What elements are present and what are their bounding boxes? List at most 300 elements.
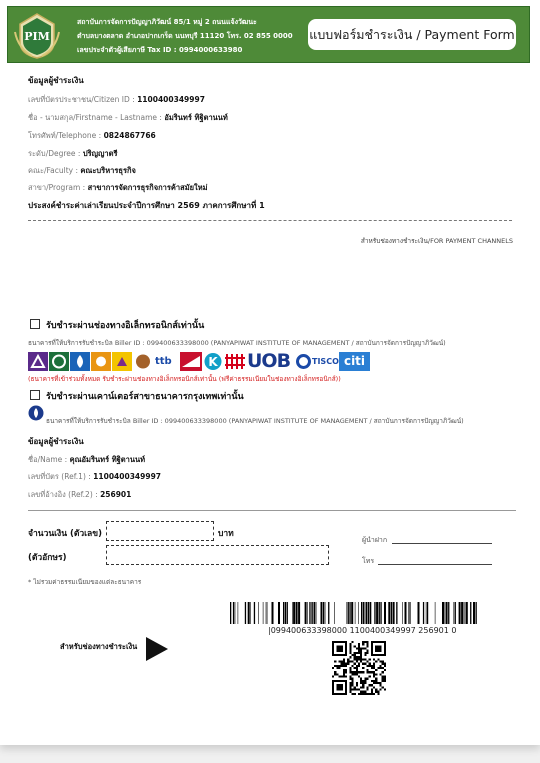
qr-module bbox=[384, 663, 386, 665]
barcode-bar bbox=[250, 602, 251, 624]
qr-module bbox=[367, 652, 369, 654]
barcode-bar bbox=[391, 602, 392, 624]
phone-row: โทรศัพท์/Telephone : 0824867766 bbox=[28, 131, 156, 140]
qr-module bbox=[384, 643, 386, 645]
qr-module bbox=[373, 665, 375, 667]
bank-logo-icon bbox=[28, 352, 48, 371]
qr-module bbox=[334, 671, 336, 673]
section-divider bbox=[28, 510, 516, 511]
qr-module bbox=[334, 680, 336, 682]
barcode-bar bbox=[235, 602, 236, 624]
qr-module bbox=[341, 680, 343, 682]
degree-row: ระดับ/Degree : ปริญญาตรี bbox=[28, 149, 118, 158]
qr-module bbox=[371, 691, 373, 693]
citizen-id-row: เลขที่บัตรประชาชน/Citizen ID : 1100400349997 bbox=[28, 95, 205, 104]
qr-module bbox=[360, 691, 362, 693]
barcode-bar bbox=[267, 602, 268, 624]
degree-value: ปริญญาตรี bbox=[82, 149, 118, 158]
name-value: อัมรินทร์ ทิฐิตานนท์ bbox=[164, 113, 228, 122]
barcode-bar bbox=[426, 602, 427, 624]
qr-module bbox=[343, 693, 345, 695]
barcode-bar bbox=[374, 602, 375, 624]
qr-module bbox=[341, 665, 343, 667]
name-row: ชื่อ - นามสกุล/Firstname - Lastname : อัมรินทร์ ทิฐิตานนท์ bbox=[28, 113, 228, 122]
qr-module bbox=[345, 663, 347, 665]
barcode-bar bbox=[351, 602, 353, 624]
qr-module bbox=[354, 671, 356, 673]
qr-module bbox=[360, 650, 362, 652]
barcode-bar bbox=[388, 602, 390, 624]
qr-module bbox=[343, 669, 345, 671]
qr-module bbox=[351, 641, 353, 643]
qr-module bbox=[356, 682, 358, 684]
depositor-phone-line[interactable] bbox=[378, 564, 492, 565]
qr-module bbox=[347, 660, 349, 662]
qr-module bbox=[349, 689, 351, 691]
barcode-bar bbox=[233, 602, 234, 624]
qr-module bbox=[349, 645, 351, 647]
electronic-checkbox[interactable] bbox=[30, 319, 40, 329]
barcode-bar bbox=[365, 602, 366, 624]
qr-module bbox=[384, 641, 386, 643]
barcode-bar bbox=[328, 602, 329, 624]
qr-module bbox=[364, 678, 366, 680]
bank-logo-icon bbox=[70, 352, 90, 371]
payment-barcode bbox=[230, 602, 480, 624]
svg-text:K: K bbox=[208, 355, 218, 369]
qr-module bbox=[338, 693, 340, 695]
qr-module bbox=[358, 693, 360, 695]
qr-module bbox=[343, 680, 345, 682]
qr-module bbox=[382, 660, 384, 662]
qr-module bbox=[345, 680, 347, 682]
qr-module bbox=[382, 676, 384, 678]
qr-module bbox=[371, 671, 373, 673]
qr-module bbox=[373, 654, 375, 656]
qr-module bbox=[349, 678, 351, 680]
qr-module bbox=[367, 678, 369, 680]
tax-id-line: เลขประจำตัวผู้เสียภาษี Tax ID : 0994000633980 bbox=[77, 46, 243, 54]
counter-name-row: ชื่อ/Name : คุณอัมรินทร์ ทิฐิตานนท์ bbox=[28, 455, 146, 464]
faculty-value: คณะบริหารธุรกิจ bbox=[80, 166, 136, 175]
qr-module bbox=[338, 650, 340, 652]
barcode-bar bbox=[455, 602, 456, 624]
qr-module bbox=[371, 693, 373, 695]
qr-module bbox=[367, 686, 369, 688]
qr-module bbox=[349, 676, 351, 678]
qr-module bbox=[347, 658, 349, 660]
qr-module bbox=[349, 691, 351, 693]
qr-module bbox=[380, 641, 382, 643]
qr-module bbox=[362, 647, 364, 649]
qr-module bbox=[354, 645, 356, 647]
qr-module bbox=[371, 650, 373, 652]
bank-logo-icon bbox=[224, 352, 246, 371]
qr-module bbox=[373, 673, 375, 675]
barcode-bar bbox=[370, 602, 371, 624]
qr-module bbox=[341, 654, 343, 656]
barcode-bar bbox=[305, 602, 307, 624]
qr-module bbox=[349, 650, 351, 652]
barcode-bar bbox=[293, 602, 295, 624]
qr-module bbox=[345, 686, 347, 688]
barcode-bar bbox=[410, 602, 411, 624]
bank-logo-icon bbox=[296, 352, 311, 371]
qr-module bbox=[332, 652, 334, 654]
qr-module bbox=[334, 654, 336, 656]
depositor-signature-line[interactable] bbox=[392, 543, 492, 544]
qr-module bbox=[377, 691, 379, 693]
qr-module bbox=[345, 652, 347, 654]
barcode-bar bbox=[323, 602, 324, 624]
qr-module bbox=[332, 680, 334, 682]
qr-module bbox=[371, 641, 373, 643]
qr-module bbox=[380, 682, 382, 684]
qr-module bbox=[338, 660, 340, 662]
qr-module bbox=[369, 663, 371, 665]
qr-module bbox=[332, 650, 334, 652]
counter-section-title: ข้อมูลผู้ชำระเงิน bbox=[28, 437, 84, 446]
qr-module bbox=[384, 678, 386, 680]
qr-module bbox=[343, 671, 345, 673]
qr-module bbox=[356, 671, 358, 673]
qr-module bbox=[375, 650, 377, 652]
qr-module bbox=[336, 645, 338, 647]
barcode-bar bbox=[470, 602, 471, 624]
qr-module bbox=[349, 684, 351, 686]
electronic-biller-line: ธนาคารที่ให้บริการรับชำระบิล Biller ID : 099400633398000 (PANYAPIWAT INSTITUTE OF MANAGEMENT / สถาบันการจัดการปัญญาภิวัฒน์) bbox=[28, 339, 446, 347]
qr-module bbox=[336, 654, 338, 656]
qr-module bbox=[375, 680, 377, 682]
institute-address bbox=[77, 15, 293, 57]
qr-module bbox=[369, 676, 371, 678]
qr-module bbox=[380, 667, 382, 669]
qr-module bbox=[332, 647, 334, 649]
bank-logo-icon bbox=[49, 352, 69, 371]
qr-module bbox=[338, 647, 340, 649]
qr-module bbox=[336, 647, 338, 649]
qr-module bbox=[336, 680, 338, 682]
qr-module bbox=[338, 686, 340, 688]
qr-module bbox=[343, 665, 345, 667]
barcode-bar bbox=[314, 602, 315, 624]
qr-module bbox=[384, 689, 386, 691]
barcode-text: |099400633398000 1100400349997 256901 0 bbox=[268, 626, 457, 635]
qr-module bbox=[351, 673, 353, 675]
qr-module bbox=[371, 654, 373, 656]
qr-module bbox=[336, 689, 338, 691]
qr-module bbox=[360, 658, 362, 660]
qr-module bbox=[354, 686, 356, 688]
qr-module bbox=[371, 647, 373, 649]
qr-module bbox=[375, 645, 377, 647]
bank-logo-icon bbox=[133, 352, 153, 371]
qr-module bbox=[345, 689, 347, 691]
qr-module bbox=[371, 684, 373, 686]
counter-biller-line: ธนาคารที่ให้บริการรับชำระบิล Biller ID : 099400633398000 (PANYAPIWAT INSTITUTE OF MANAGEMENT / สถาบันการจัดการปัญญาภิวัฒน์) bbox=[46, 417, 464, 425]
ref1-value: 1100400349997 bbox=[93, 472, 162, 481]
ref2-row: เลขที่อ้างอิง (Ref.2) : 256901 bbox=[28, 490, 132, 499]
qr-module bbox=[380, 645, 382, 647]
qr-module bbox=[356, 658, 358, 660]
qr-module bbox=[354, 667, 356, 669]
qr-module bbox=[377, 650, 379, 652]
qr-module bbox=[373, 693, 375, 695]
qr-module bbox=[345, 654, 347, 656]
qr-module bbox=[384, 654, 386, 656]
qr-module bbox=[358, 650, 360, 652]
qr-module bbox=[343, 673, 345, 675]
amount-text-input[interactable] bbox=[106, 545, 329, 565]
phone-value: 0824867766 bbox=[103, 131, 156, 140]
barcode-bar bbox=[292, 602, 293, 624]
qr-module bbox=[356, 667, 358, 669]
barcode-bar bbox=[266, 602, 267, 624]
qr-module bbox=[369, 693, 371, 695]
cut-line bbox=[28, 220, 512, 221]
uob-logo: UOB bbox=[247, 350, 291, 372]
barcode-bar bbox=[272, 602, 274, 624]
qr-module bbox=[375, 682, 377, 684]
ttb-logo: ttb bbox=[155, 356, 172, 367]
qr-module bbox=[338, 654, 340, 656]
qr-module bbox=[338, 680, 340, 682]
qr-module bbox=[354, 673, 356, 675]
barcode-bar bbox=[355, 602, 356, 624]
barcode-bar bbox=[312, 602, 313, 624]
payment-purpose: ประสงค์ชำระค่าเล่าเรียนประจำปีการศึกษา 2569 ภาคการศึกษาที่ 1 bbox=[28, 201, 265, 210]
qr-module bbox=[373, 658, 375, 660]
program-row: สาขา/Program : สาขาการจัดการธุรกิจการค้าสมัยใหม่ bbox=[28, 183, 208, 192]
qr-module bbox=[367, 641, 369, 643]
qr-module bbox=[343, 660, 345, 662]
qr-module bbox=[336, 693, 338, 695]
barcode-bar bbox=[446, 602, 448, 624]
qr-module bbox=[349, 647, 351, 649]
barcode-bar bbox=[347, 602, 348, 624]
barcode-bar bbox=[283, 602, 284, 624]
qr-module bbox=[341, 693, 343, 695]
barcode-bar bbox=[321, 602, 323, 624]
bangkok-bank-icon bbox=[28, 405, 44, 421]
barcode-bar bbox=[454, 602, 455, 624]
qr-module bbox=[360, 686, 362, 688]
qr-module bbox=[341, 647, 343, 649]
qr-module bbox=[377, 641, 379, 643]
qr-module bbox=[356, 647, 358, 649]
qr-module bbox=[373, 680, 375, 682]
qr-module bbox=[332, 686, 334, 688]
citi-logo: citi bbox=[339, 352, 370, 371]
barcode-bar bbox=[325, 602, 326, 624]
ref1-row: เลขที่บัตร (Ref.1) : 1100400349997 bbox=[28, 472, 162, 481]
qr-module bbox=[336, 665, 338, 667]
qr-module bbox=[367, 665, 369, 667]
qr-module bbox=[341, 686, 343, 688]
qr-module bbox=[345, 643, 347, 645]
qr-module bbox=[351, 682, 353, 684]
barcode-bar bbox=[418, 602, 420, 624]
program-value: สาขาการจัดการธุรกิจการค้าสมัยใหม่ bbox=[87, 183, 208, 192]
qr-module bbox=[364, 658, 366, 660]
qr-module bbox=[362, 641, 364, 643]
barcode-bar bbox=[442, 602, 444, 624]
barcode-bar bbox=[473, 602, 475, 624]
qr-module bbox=[382, 678, 384, 680]
barcode-bar bbox=[384, 602, 386, 624]
qr-module bbox=[358, 645, 360, 647]
qr-module bbox=[332, 641, 334, 643]
qr-module bbox=[362, 663, 364, 665]
qr-module bbox=[354, 693, 356, 695]
qr-module bbox=[360, 652, 362, 654]
barcode-bar bbox=[307, 602, 308, 624]
barcode-bar bbox=[435, 602, 436, 624]
qr-module bbox=[345, 669, 347, 671]
qr-module bbox=[338, 665, 340, 667]
qr-module bbox=[364, 654, 366, 656]
qr-module bbox=[351, 671, 353, 673]
barcode-bar bbox=[409, 602, 410, 624]
barcode-bar bbox=[427, 602, 428, 624]
barcode-bar bbox=[448, 602, 449, 624]
qr-module bbox=[373, 663, 375, 665]
qr-module bbox=[338, 689, 340, 691]
qr-module bbox=[345, 645, 347, 647]
qr-module bbox=[380, 673, 382, 675]
amount-text-label: (ตัวอักษร) bbox=[28, 553, 67, 563]
qr-module bbox=[367, 645, 369, 647]
qr-module bbox=[358, 656, 360, 658]
qr-module bbox=[332, 689, 334, 691]
qr-module bbox=[341, 663, 343, 665]
qr-module bbox=[338, 641, 340, 643]
barcode-bar bbox=[393, 602, 395, 624]
qr-module bbox=[360, 647, 362, 649]
qr-module bbox=[362, 643, 364, 645]
bank-logo-icon bbox=[180, 352, 202, 371]
qr-module bbox=[382, 680, 384, 682]
qr-module bbox=[349, 643, 351, 645]
qr-module bbox=[371, 643, 373, 645]
qr-module bbox=[349, 652, 351, 654]
qr-module bbox=[341, 684, 343, 686]
address-line-2: ตำบลบางตลาด อำเภอปากเกร็ด นนทบุรี 11120 โทร. 02 855 0000 bbox=[77, 32, 293, 40]
qr-module bbox=[334, 641, 336, 643]
qr-module bbox=[362, 658, 364, 660]
qr-module bbox=[351, 654, 353, 656]
form-title: แบบฟอร์มชำระเงิน / Payment Form bbox=[308, 19, 516, 50]
qr-module bbox=[375, 689, 377, 691]
qr-module bbox=[377, 693, 379, 695]
qr-module bbox=[360, 680, 362, 682]
qr-module bbox=[354, 658, 356, 660]
qr-module bbox=[354, 663, 356, 665]
qr-module bbox=[358, 671, 360, 673]
depositor-phone-label: โทร bbox=[362, 557, 375, 565]
barcode-bar bbox=[285, 602, 286, 624]
qr-module bbox=[369, 658, 371, 660]
barcode-bar bbox=[461, 602, 463, 624]
qr-module bbox=[364, 682, 366, 684]
tisco-logo: TISCO bbox=[312, 357, 339, 366]
counter-name-value: คุณอัมรินทร์ ทิฐิตานนท์ bbox=[69, 455, 146, 464]
qr-module bbox=[384, 680, 386, 682]
barcode-bar bbox=[316, 602, 317, 624]
qr-module bbox=[345, 676, 347, 678]
qr-module bbox=[380, 665, 382, 667]
qr-module bbox=[336, 684, 338, 686]
barcode-bar bbox=[309, 602, 310, 624]
qr-module bbox=[384, 676, 386, 678]
qr-module bbox=[380, 654, 382, 656]
barcode-bar bbox=[230, 602, 231, 624]
qr-module bbox=[341, 689, 343, 691]
qr-module bbox=[354, 652, 356, 654]
qr-module bbox=[375, 647, 377, 649]
qr-module bbox=[358, 663, 360, 665]
qr-module bbox=[364, 693, 366, 695]
barcode-bar bbox=[408, 602, 409, 624]
qr-module bbox=[358, 676, 360, 678]
qr-module bbox=[367, 671, 369, 673]
qr-module bbox=[373, 641, 375, 643]
faculty-row: คณะ/Faculty : คณะบริหารธุรกิจ bbox=[28, 166, 136, 175]
qr-module bbox=[367, 660, 369, 662]
qr-module bbox=[358, 652, 360, 654]
qr-module bbox=[336, 673, 338, 675]
barcode-bar bbox=[445, 602, 446, 624]
barcode-bar bbox=[368, 602, 370, 624]
qr-module bbox=[332, 691, 334, 693]
qr-module bbox=[360, 654, 362, 656]
qr-module bbox=[341, 676, 343, 678]
amount-numeric-input[interactable] bbox=[106, 521, 214, 541]
qr-module bbox=[369, 671, 371, 673]
amount-numeric-label: จำนวนเงิน (ตัวเลข) bbox=[28, 529, 102, 539]
qr-module bbox=[384, 652, 386, 654]
qr-module bbox=[364, 663, 366, 665]
channels-note: สำหรับช่องทางชำระเงิน/FOR PAYMENT CHANNELS bbox=[360, 237, 513, 245]
qr-module bbox=[343, 641, 345, 643]
bank-logo-icon bbox=[112, 352, 132, 371]
qr-module bbox=[332, 693, 334, 695]
address-line-1: สถาบันการจัดการปัญญาภิวัฒน์ 85/1 หมู่ 2 ถนนแจ้งวัฒนะ bbox=[77, 18, 257, 26]
qr-module bbox=[371, 680, 373, 682]
qr-module bbox=[380, 689, 382, 691]
qr-module bbox=[380, 684, 382, 686]
qr-module bbox=[345, 671, 347, 673]
qr-module bbox=[377, 647, 379, 649]
qr-module bbox=[336, 641, 338, 643]
qr-module bbox=[341, 645, 343, 647]
qr-module bbox=[371, 652, 373, 654]
counter-checkbox[interactable] bbox=[30, 390, 40, 400]
qr-module bbox=[351, 693, 353, 695]
qr-module bbox=[377, 654, 379, 656]
counter-title: รับชำระผ่านเคาน์เตอร์สาขาธนาคารกรุงเทพเท่านั้น bbox=[46, 392, 244, 402]
qr-module bbox=[360, 693, 362, 695]
qr-module bbox=[384, 665, 386, 667]
qr-module bbox=[338, 645, 340, 647]
electronic-note: (ธนาคารที่เข้าร่วมทั้งหมด รับชำระผ่านช่องทางอิเล็กทรอนิกส์เท่านั้น (ฟรีค่าธรรมเนียมในช่องทางอิเล็กทรอนิกส์)) bbox=[28, 375, 341, 383]
qr-module bbox=[332, 654, 334, 656]
qr-module bbox=[358, 643, 360, 645]
qr-module bbox=[338, 676, 340, 678]
qr-module bbox=[382, 663, 384, 665]
barcode-bar bbox=[366, 602, 367, 624]
qr-module bbox=[367, 689, 369, 691]
